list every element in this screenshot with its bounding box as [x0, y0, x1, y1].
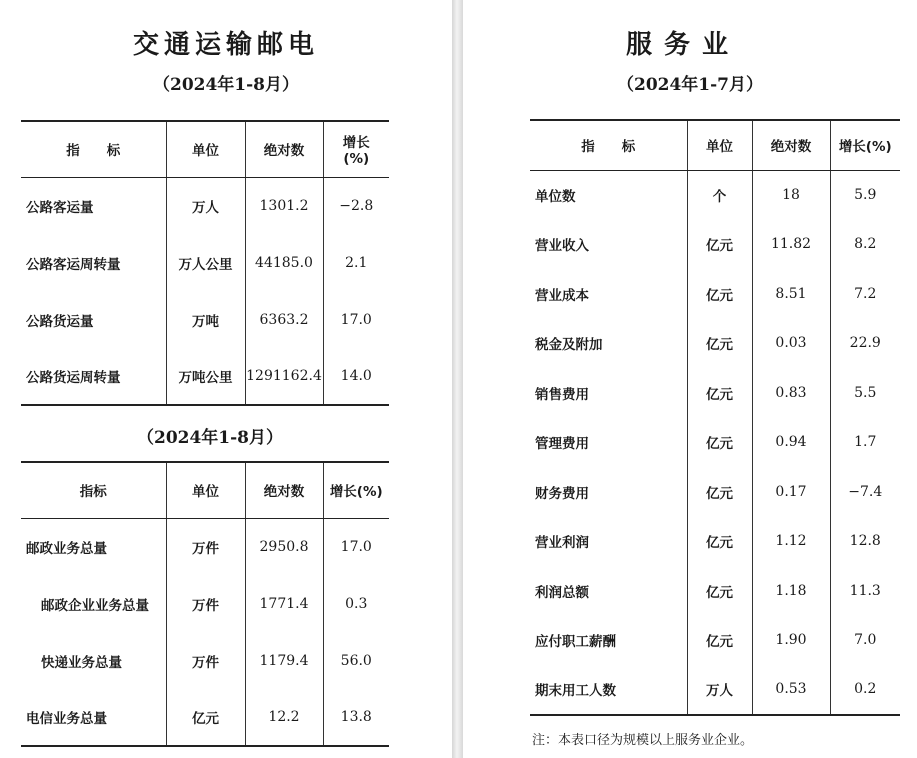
row-unit: 万件: [166, 632, 245, 689]
header-absolute: 绝对数: [245, 462, 323, 518]
page-gutter: [452, 0, 463, 758]
header-unit: 单位: [166, 121, 245, 177]
header-growth: [323, 121, 389, 177]
row-indicator: 销售费用: [535, 386, 589, 403]
row-absolute: 0.03: [752, 319, 830, 369]
services-footnote: 注：本表口径为规模以上服务业企业。: [532, 733, 754, 748]
table-row: [530, 467, 900, 517]
row-indicator: 公路客运周转量: [26, 256, 121, 273]
postal-period: （2024年1-8月）: [136, 428, 284, 448]
header-indicator: 指标: [21, 462, 166, 518]
services-table: [530, 119, 900, 716]
row-growth: 11.3: [830, 566, 900, 616]
row-indicator: 单位数: [535, 189, 576, 205]
row-indicator: 电信业务总量: [21, 689, 166, 746]
row-absolute: 11.82: [752, 220, 830, 270]
header-growth-line1: 增长: [342, 135, 370, 152]
row-unit: 亿元: [687, 319, 752, 369]
header-unit: 单位: [687, 120, 752, 170]
table-row: [21, 177, 389, 234]
row-unit: 亿元: [687, 368, 752, 418]
row-growth: 5.9: [830, 170, 900, 220]
row-unit: 万件: [166, 575, 245, 632]
row-indicator: 利润总额: [535, 584, 589, 601]
row-indicator: 应付职工薪酬: [535, 634, 616, 651]
row-growth: 5.5: [830, 368, 900, 418]
table-row: [530, 368, 900, 418]
row-growth: 17.0: [323, 518, 389, 575]
row-unit: 亿元: [687, 269, 752, 319]
row-indicator: 营业利润: [535, 535, 589, 552]
row-growth: 13.8: [323, 689, 389, 746]
row-unit: 亿元: [687, 517, 752, 567]
row-unit: 万件: [166, 518, 245, 575]
row-unit: 万人公里: [166, 234, 245, 291]
header-growth: 增长(%): [830, 120, 900, 170]
row-unit: 亿元: [166, 689, 245, 746]
transport-period: （2024年1-8月）: [152, 75, 300, 95]
row-indicator: 财务费用: [535, 485, 589, 502]
row-indicator: 快递业务总量: [41, 654, 122, 671]
right-page: [463, 0, 917, 758]
row-unit: 万人: [166, 177, 245, 234]
row-unit: 亿元: [687, 467, 752, 517]
table-row: [21, 234, 389, 291]
row-growth: 0.3: [323, 575, 389, 632]
row-unit: 万人: [687, 665, 752, 715]
header-unit: 单位: [166, 462, 245, 518]
row-growth: 7.0: [830, 616, 900, 666]
table-row: [21, 689, 389, 746]
header-growth: 增长(%): [323, 462, 389, 518]
table-row: [530, 566, 900, 616]
row-absolute: 1.12: [752, 517, 830, 567]
row-indicator: 税金及附加: [535, 337, 603, 354]
transport-table: [21, 120, 389, 406]
row-absolute: 2950.8: [245, 518, 323, 575]
row-growth: 2.1: [323, 234, 389, 291]
row-unit: 亿元: [687, 566, 752, 616]
table-row: [530, 616, 900, 666]
row-absolute: 1301.2: [245, 177, 323, 234]
postal-table: [21, 461, 389, 747]
row-indicator: 公路客运量: [26, 199, 94, 216]
row-unit: 亿元: [687, 220, 752, 270]
table-row: [530, 269, 900, 319]
header-absolute: 绝对数: [752, 120, 830, 170]
row-indicator: 公路货运周转量: [21, 348, 166, 405]
row-absolute: 8.51: [752, 269, 830, 319]
table-row: [530, 220, 900, 270]
table-row: [21, 518, 389, 575]
row-absolute: 1771.4: [245, 575, 323, 632]
row-indicator: 营业成本: [535, 287, 589, 304]
table-row: [530, 665, 900, 715]
row-growth: 7.2: [830, 269, 900, 319]
row-growth: 14.0: [323, 348, 389, 405]
row-absolute: 0.53: [752, 665, 830, 715]
row-absolute: 1179.4: [245, 632, 323, 689]
row-growth: 56.0: [323, 632, 389, 689]
table-row: [530, 319, 900, 369]
row-indicator: 邮政企业业务总量: [41, 597, 149, 614]
row-indicator: 管理费用: [535, 436, 589, 453]
row-indicator: 公路货运量: [26, 313, 94, 330]
services-period: （2024年1-7月）: [616, 75, 764, 95]
row-absolute: 0.17: [752, 467, 830, 517]
left-page: [0, 0, 452, 758]
header-absolute: 绝对数: [245, 121, 323, 177]
row-unit: 个: [687, 170, 752, 220]
table-row: [530, 170, 900, 220]
row-absolute: 1.90: [752, 616, 830, 666]
row-growth: 12.8: [830, 517, 900, 567]
row-growth: 8.2: [830, 220, 900, 270]
row-absolute: 18: [752, 170, 830, 220]
services-title: 服务业: [625, 30, 740, 60]
row-absolute: 44185.0: [245, 234, 323, 291]
header-indicator: 指 标: [530, 120, 687, 170]
table-row: [21, 575, 389, 632]
table-row: [530, 418, 900, 468]
row-absolute: 6363.2: [245, 291, 323, 348]
row-absolute: 0.83: [752, 368, 830, 418]
table-row: [530, 517, 900, 567]
row-absolute: 12.2: [245, 689, 323, 746]
row-unit: 亿元: [687, 418, 752, 468]
row-indicator: 营业收入: [535, 238, 589, 255]
row-indicator: 期末用工人数: [530, 665, 687, 715]
row-absolute: 0.94: [752, 418, 830, 468]
row-absolute: 1.18: [752, 566, 830, 616]
table-row: [21, 632, 389, 689]
row-indicator: 邮政业务总量: [26, 540, 107, 557]
row-growth: −7.4: [830, 467, 900, 517]
row-growth: 1.7: [830, 418, 900, 468]
transport-title: 交通运输邮电: [132, 30, 319, 60]
row-growth: 17.0: [323, 291, 389, 348]
header-growth-line2: (%): [343, 151, 370, 168]
row-absolute: 1291162.4: [245, 348, 323, 405]
table-row: [21, 348, 389, 405]
header-indicator: 指 标: [21, 121, 166, 177]
table-row: [21, 291, 389, 348]
row-growth: −2.8: [323, 177, 389, 234]
row-unit: 亿元: [687, 616, 752, 666]
row-growth: 22.9: [830, 319, 900, 369]
row-unit: 万吨: [166, 291, 245, 348]
row-unit: 万吨公里: [166, 348, 245, 405]
row-growth: 0.2: [830, 665, 900, 715]
